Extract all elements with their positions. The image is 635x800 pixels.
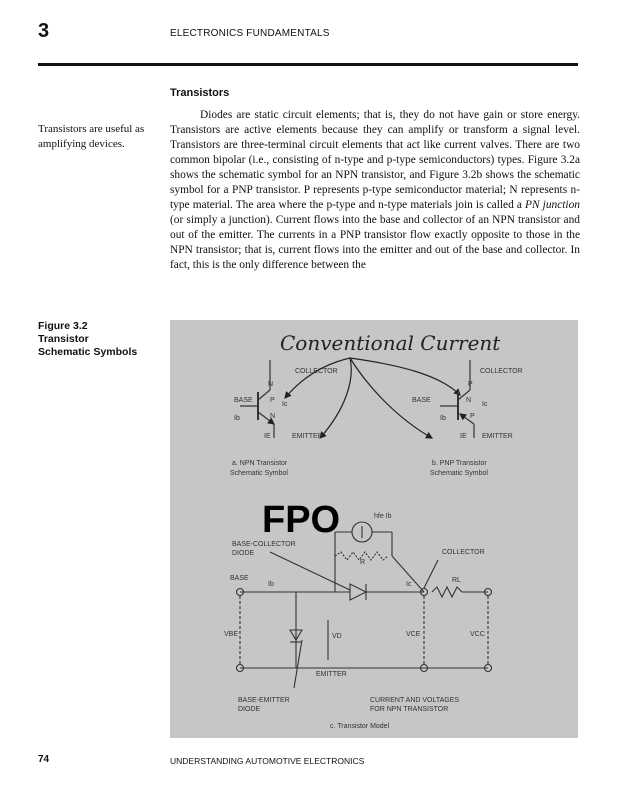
pnp-base-label: BASE xyxy=(412,397,431,404)
pnp-p-label: P xyxy=(468,381,473,388)
model-cv-label: FOR NPN TRANSISTOR xyxy=(370,706,449,713)
running-header-title: ELECTRONICS FUNDAMENTALS xyxy=(170,28,330,39)
body-text-part-2: (or simply a junction). Current flows into the base and collector of an NPN transistor and out of the emitter. The currents in a PNP transistor flow exactly opposite to those in the NPN transistor; that is, current flows into the emitter and out of the base and collector. In fact, this is the only difference between the xyxy=(170,214,580,271)
npn-caption: a. NPN Transistor xyxy=(232,460,288,467)
transistor-diagram xyxy=(170,320,578,738)
model-r-label: R xyxy=(360,559,366,566)
pnp-caption: b. PNP Transistor xyxy=(432,460,487,467)
model-source-label: hfe Ib xyxy=(374,513,392,520)
header-rule xyxy=(38,63,578,66)
pnp-caption: Schematic Symbol xyxy=(430,470,488,477)
pnp-n-label: N xyxy=(466,397,472,404)
model-emitter-label: EMITTER xyxy=(316,671,347,678)
model-vcc-label: VCC xyxy=(470,631,485,638)
handwritten-title: Conventional Current xyxy=(280,331,501,355)
page-number: 74 xyxy=(38,754,50,765)
model-bc-diode-label: DIODE xyxy=(232,550,255,557)
body-paragraph xyxy=(170,108,580,273)
fpo-placeholder: FPO xyxy=(262,499,341,541)
npn-caption: Schematic Symbol xyxy=(230,470,288,477)
model-be-diode-label: DIODE xyxy=(238,706,261,713)
model-bc-diode-label: BASE-COLLECTOR xyxy=(232,541,296,548)
model-be-diode-label: BASE-EMITTER xyxy=(238,697,290,704)
figure-caption xyxy=(38,320,158,359)
chapter-number: 3 xyxy=(38,20,50,42)
current-arrow xyxy=(285,358,350,398)
pnp-emitter-label: EMITTER xyxy=(482,433,513,440)
model-ic-label: Ic xyxy=(406,581,412,588)
figure-caption-line: Schematic Symbols xyxy=(38,346,138,358)
model-collector-label: COLLECTOR xyxy=(442,549,485,556)
pnp-symbol xyxy=(412,360,523,477)
npn-base-label: BASE xyxy=(234,397,253,404)
section-heading: Transistors xyxy=(170,87,230,99)
model-base-label: BASE xyxy=(230,575,249,582)
npn-p-label: P xyxy=(270,397,275,404)
npn-n-label: N xyxy=(268,381,274,388)
npn-ie-label: IE xyxy=(264,433,271,440)
npn-ib-label: Ib xyxy=(234,415,240,422)
pnp-p-label: P xyxy=(470,413,475,420)
model-vbe-label: VBE xyxy=(224,631,239,638)
model-rl-label: RL xyxy=(452,577,461,584)
npn-n-label: N xyxy=(270,413,276,420)
npn-collector-label: COLLECTOR xyxy=(295,368,338,375)
body-text-part-1: Diodes are static circuit elements; that is, they do not have gain or store energy. Transistors are active elements because they can amplify or transform a signal level. Transistors are three-terminal circuit elements that act like current valves. There are two common bipolar (i.e., consisting of n-type and p-type semiconductors) types. Figure 3.2a shows the schematic symbol for an NPN transistor, and Figure 3.2b shows the schematic symbol for a PNP transistor. P represents p-type semiconductor material; N represents n-type material. The area where the p-type and n-type materials join is called a xyxy=(170,109,580,211)
pnp-ic-label: Ic xyxy=(482,401,488,408)
model-vce-label: VCE xyxy=(406,631,421,638)
pnp-collector-label: COLLECTOR xyxy=(480,368,523,375)
figure-caption-line: Transistor xyxy=(38,333,89,345)
model-ib-label: Ib xyxy=(268,581,274,588)
current-arrow xyxy=(350,358,460,395)
transistor-figure xyxy=(170,320,578,738)
model-caption: c. Transistor Model xyxy=(330,723,390,730)
margin-note: Transistors are useful as amplifying devices. xyxy=(38,123,145,150)
model-vd-label: VD xyxy=(332,633,342,640)
npn-emitter-label: EMITTER xyxy=(292,433,323,440)
figure-caption-line: Figure 3.2 xyxy=(38,320,88,332)
pn-junction-term: PN junction xyxy=(525,199,580,211)
running-footer-title: UNDERSTANDING AUTOMOTIVE ELECTRONICS xyxy=(170,756,365,766)
npn-ic-label: Ic xyxy=(282,401,288,408)
pnp-ib-label: Ib xyxy=(440,415,446,422)
transistor-model-labels xyxy=(224,513,485,730)
npn-symbol xyxy=(230,360,338,477)
model-cv-label: CURRENT AND VOLTAGES xyxy=(370,697,460,704)
pnp-ie-label: IE xyxy=(460,433,467,440)
